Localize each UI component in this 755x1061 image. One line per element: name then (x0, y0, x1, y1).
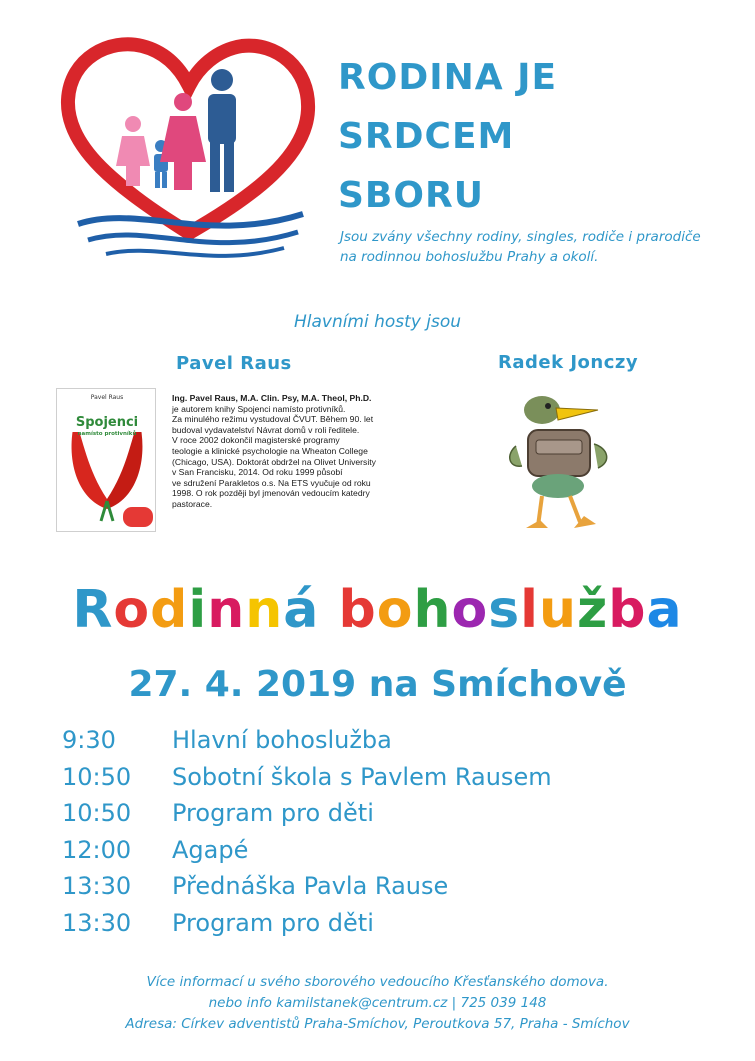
schedule-row (62, 759, 722, 796)
bio-name (172, 393, 412, 404)
footer-info (0, 972, 755, 1035)
bio-line: budoval vydavatelství Návrat domů v roli ředitele. (172, 424, 360, 435)
event-title-letter (319, 580, 338, 640)
event-title (0, 580, 755, 640)
schedule-time: 13:30 (62, 908, 132, 937)
title-line-3: SBORU (338, 175, 484, 216)
event-title-letter: a (646, 580, 683, 640)
book-subtitle: namísto protivníků (77, 431, 137, 437)
bio-line: (Chicago, USA). Doktorát obdržel na Olivet University (172, 456, 376, 467)
event-title-letter: o (113, 580, 151, 640)
schedule-row (62, 795, 722, 832)
event-title-letter: b (338, 580, 377, 640)
invitation-text (340, 227, 740, 267)
event-title-letter: o (451, 580, 489, 640)
event-title-letter: n (207, 580, 246, 640)
bio-line: teologie a klinické psychologie na Wheaton College (172, 445, 368, 456)
book-cover-image (56, 388, 156, 532)
schedule-program: Agapé (172, 835, 249, 864)
schedule (62, 722, 722, 941)
guest-name-pavel-raus: Pavel Raus (176, 353, 292, 374)
guest-name-radek-jonczy: Radek Jonczy (498, 352, 639, 373)
hosts-heading: Hlavními hosty jsou (293, 312, 462, 332)
family-heart-logo (58, 28, 320, 268)
bio-line: je autorem knihy Spojenci namísto protivníků. (172, 403, 346, 414)
event-title-letter: á (283, 580, 320, 640)
chili-peppers-icon (57, 389, 156, 532)
footer-line-3: Adresa: Církev adventistů Praha-Smíchov, Peroutkova 57, Praha - Smíchov (125, 1016, 630, 1032)
book-title: Spojenci (69, 413, 145, 432)
bio-line: pastorace. (172, 498, 213, 509)
event-date: 27. 4. 2019 na Smíchově (128, 664, 627, 705)
guest-bio (172, 393, 412, 510)
bio-line: Za minulého režimu vystudoval ČVUT. Během 90. let (172, 414, 374, 425)
bio-line: v San Francisku, 2014. Od roku 1999 působí (172, 467, 343, 478)
bio-line: 1998. O rok později byl jmenován vedoucím katedry (172, 488, 370, 499)
schedule-program: Sobotní škola s Pavlem Rausem (172, 762, 552, 791)
schedule-program: Přednáška Pavla Rause (172, 872, 449, 901)
schedule-program: Hlavní bohoslužba (172, 726, 392, 755)
schedule-program: Program pro děti (172, 908, 374, 937)
schedule-row (62, 832, 722, 869)
schedule-time: 9:30 (62, 726, 116, 755)
title-line-1: RODINA JE (338, 57, 558, 98)
schedule-program: Program pro děti (172, 799, 374, 828)
duck-illustration (498, 388, 616, 542)
event-title-letter: n (245, 580, 284, 640)
footer-line-1: Více informací u svého sborového vedoucího Křesťanského domova. (146, 974, 609, 990)
schedule-time: 10:50 (62, 799, 132, 828)
event-title-letter: d (150, 580, 189, 640)
event-title-letter: l (520, 580, 539, 640)
event-title-letter: u (539, 580, 578, 640)
event-title-letter: o (376, 580, 414, 640)
event-title-letter: ž (577, 580, 609, 640)
schedule-time: 13:30 (62, 872, 132, 901)
book-author: Pavel Raus (90, 394, 124, 401)
event-title-letter: b (608, 580, 647, 640)
schedule-row (62, 868, 722, 905)
heart-family-icon (58, 28, 320, 268)
schedule-row (62, 905, 722, 942)
bio-line: V roce 2002 dokončil magisterské programy (172, 435, 340, 446)
duck-icon (498, 388, 616, 542)
invitation-line-2: na rodinnou bohoslužbu Prahy a okolí. (340, 249, 599, 265)
title-line-2: SRDCEM (338, 116, 515, 157)
schedule-time: 10:50 (62, 762, 132, 791)
event-title-letter: i (188, 580, 208, 640)
invitation-line-1: Jsou zvány všechny rodiny, singles, rodiče i prarodiče (340, 229, 701, 245)
footer-line-2: nebo info kamilstanek@centrum.cz | 725 039 148 (208, 995, 547, 1011)
main-title (338, 48, 738, 225)
event-title-letter: s (488, 580, 521, 640)
bio-name-text: Ing. Pavel Raus, M.A. Clin. Psy, M.A. Theol, Ph.D. (172, 393, 372, 403)
event-title-letter: R (72, 580, 114, 640)
bio-line: ve sdružení Parakletos o.s. Na ETS vyučuje od roku (172, 477, 371, 488)
schedule-time: 12:00 (62, 835, 132, 864)
event-title-letter: h (413, 580, 452, 640)
schedule-row (62, 722, 722, 759)
